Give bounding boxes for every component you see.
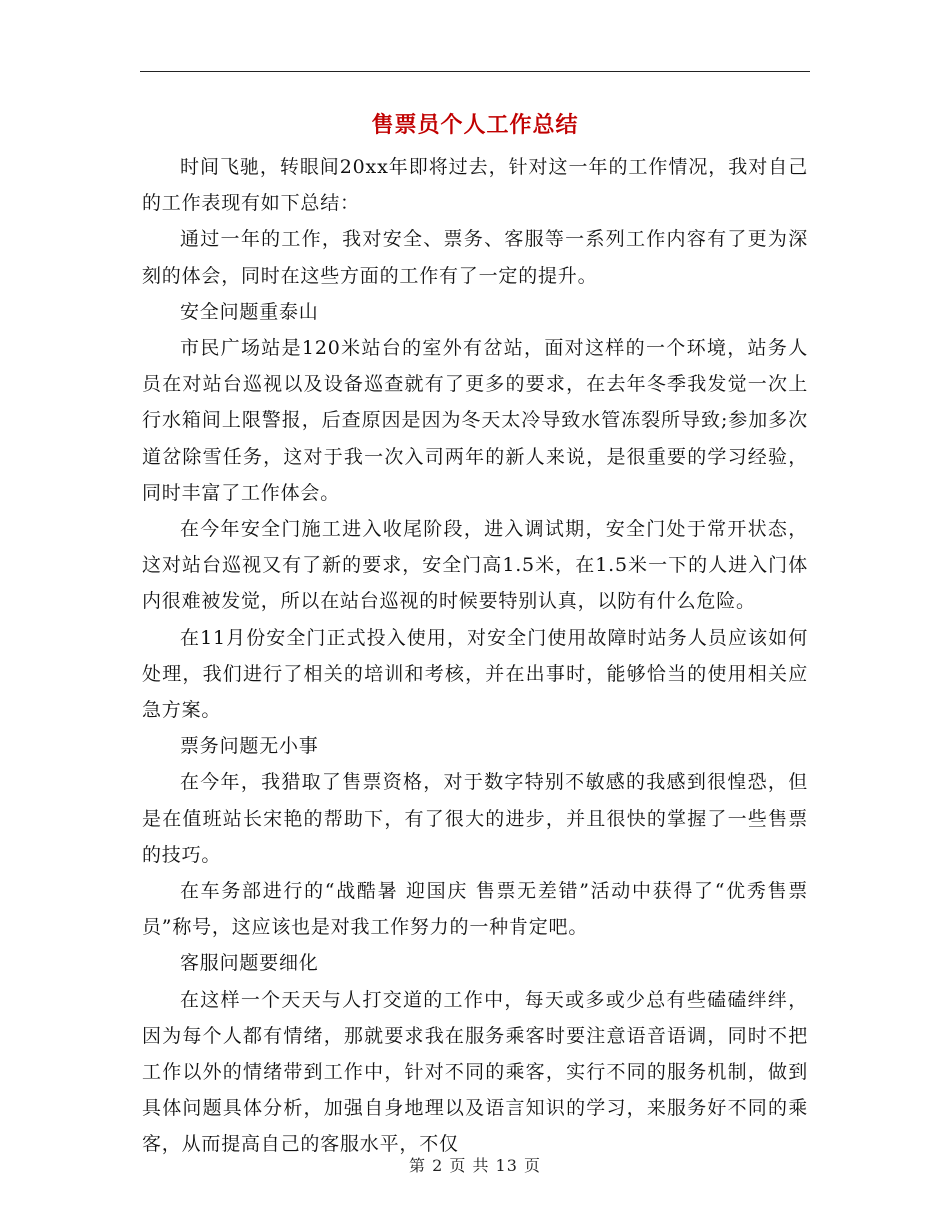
paragraph: 在今年，我猎取了售票资格，对于数字特别不敏感的我感到很惶恐，但是在值班站长宋艳的帮助下，有了很大的进步，并且很快的掌握了一些售票的技巧。 <box>142 771 808 866</box>
paragraph: 在这样一个天天与人打交道的工作中，每天或多或少总有些磕磕绊绊，因为每个人都有情绪，那就要求我在服务乘客时要注意语音语调，同时不把工作以外的情绪带到工作中，针对不同的乘客，实行不同的服务机制，做到具体问题具体分析，加强自身地理以及语言知识的学习，来服务好不同的乘客，从而提高自己的客服水平，不仅 <box>142 988 808 1156</box>
paragraph: 市民广场站是120米站台的室外有岔站，面对这样的一个环境，站务人员在对站台巡视以及设备巡查就有了更多的要求，在去年冬季我发觉一次上行水箱间上限警报，后查原因是因为冬天太冷导致水管冻裂所导致;参加多次道岔除雪任务，这对于我一次入司两年的新人来说，是很重要的学习经验，同时丰富了工作体会。 <box>142 337 808 504</box>
document-body <box>142 149 808 1163</box>
page-number: 第 2 页 共 13 页 <box>409 1156 541 1175</box>
header-rule <box>140 71 810 72</box>
paragraph: 在11月份安全门正式投入使用，对安全门使用故障时站务人员应该如何处理，我们进行了相关的培训和考核，并在出事时，能够恰当的使用相关应急方案。 <box>142 626 808 722</box>
section-heading: 票务问题无小事 <box>180 735 319 758</box>
document-title: 售票员个人工作总结 <box>371 113 579 138</box>
page-footer <box>0 1153 950 1176</box>
paragraph: 在今年安全门施工进入收尾阶段，进入调试期，安全门处于常开状态，这对站台巡视又有了新的要求，安全门高1.5米，在1.5米一下的人进入门体内很难被发觉，所以在站台巡视的时候要特别认真，以防有什么危险。 <box>142 518 808 613</box>
paragraph: 通过一年的工作，我对安全、票务、客服等一系列工作内容有了更为深刻的体会，同时在这些方面的工作有了一定的提升。 <box>142 228 808 287</box>
paragraph: 时间飞驰，转眼间20xx年即将过去，针对这一年的工作情况，我对自己的工作表现有如下总结： <box>142 156 808 215</box>
section-heading: 客服问题要细化 <box>180 952 319 975</box>
paragraph: 在车务部进行的“战酷暑 迎国庆 售票无差错”活动中获得了“优秀售票员”称号，这应该也是对我工作努力的一种肯定吧。 <box>142 880 808 939</box>
section-heading: 安全问题重泰山 <box>180 300 319 323</box>
